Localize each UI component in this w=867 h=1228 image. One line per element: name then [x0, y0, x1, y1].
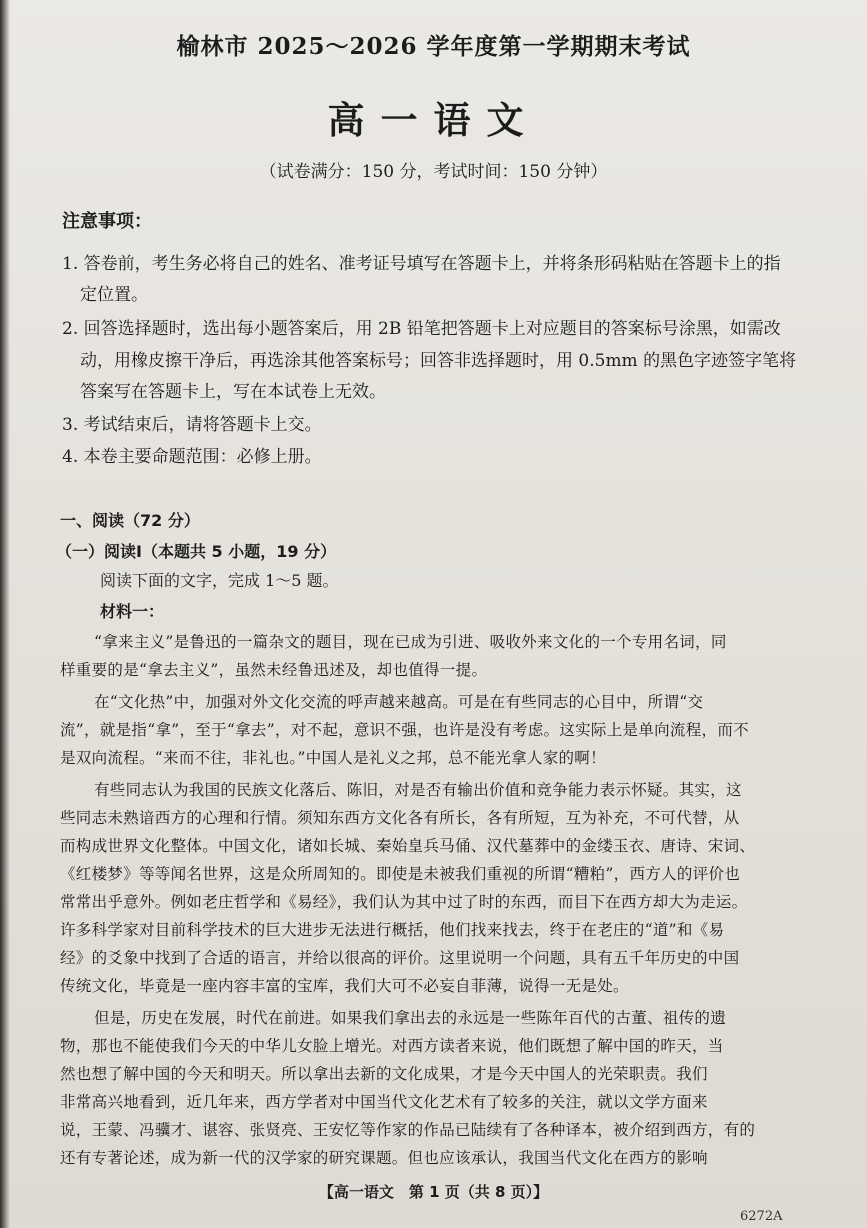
notice-line: 答案写在答题卡上，写在本试卷上无效。 — [80, 382, 386, 402]
passage-line: 说，王蒙、冯骥才、谌容、张贤亮、王安忆等作家的作品已陆续有了各种译本，被介绍到西方，有的 — [60, 1121, 756, 1139]
page-edge-shadow — [0, 0, 10, 1228]
passage-line: 而构成世界文化整体。中国文化，诸如长城、秦始皇兵马俑、汉代墓葬中的金缕玉衣、唐诗、宋词、 — [60, 837, 756, 855]
passage-line: 然也想了解中国的今天和明天。所以拿出去新的文化成果，才是今天中国人的光荣职责。我们 — [60, 1065, 708, 1083]
paper-code: 6272A — [740, 1209, 783, 1224]
passage-line: 流”，就是指“拿”，至于“拿去”，对不起，意识不强，也许是没有考虑。这实际上是单向流程，而不 — [60, 721, 749, 739]
passage-line: 传统文化，毕竟是一座内容丰富的宝库，我们大可不必妄自菲薄，说得一无是处。 — [60, 977, 629, 995]
passage-line: 有些同志认为我国的民族文化落后、陈旧，对是否有输出价值和竞争能力表示怀疑。其实，这 — [94, 781, 742, 799]
material-label: 材料一： — [100, 602, 165, 621]
passage-line: 经》的爻象中找到了合适的语言，并给以很高的评价。这里说明一个问题，具有五千年历史的中国 — [60, 949, 740, 967]
passage-line: 非常高兴地看到，近几年来，西方学者对中国当代文化艺术有了较多的关注，就以文学方面来 — [60, 1093, 708, 1111]
notice-line: 3. 考试结束后，请将答题卡上交。 — [62, 415, 322, 435]
notice-line: 4. 本卷主要命题范围：必修上册。 — [62, 447, 322, 467]
subsection-title: （一）阅读Ⅰ（本题共 5 小题，19 分） — [56, 542, 337, 561]
notice-line: 2. 回答选择题时，选出每小题答案后，用 2B 铅笔把答题卡上对应题目的答案标号涂黑，如需改 — [62, 319, 781, 339]
passage-line: 样重要的是“拿去主义”，虽然未经鲁迅述及，却也值得一提。 — [60, 661, 488, 679]
passage-line: 《红楼梦》等等闻名世界，这是众所周知的。即使是未被我们重视的所谓“糟粕”，西方人的评价也 — [60, 865, 741, 883]
passage-line: 常常出乎意外。例如老庄哲学和《易经》，我们认为其中过了时的东西，而目下在西方却大为走运。 — [60, 893, 748, 911]
notice-heading: 注意事项： — [62, 211, 152, 232]
reading-instruction: 阅读下面的文字，完成 1～5 题。 — [100, 571, 339, 590]
passage-line: “拿来主义”是鲁迅的一篇杂文的题目，现在已成为引进、吸收外来文化的一个专用名词，同 — [94, 633, 727, 651]
passage-line: 但是，历史在发展，时代在前进。如果我们拿出去的永远是一些陈年百代的古董、祖传的遗 — [94, 1009, 727, 1027]
notice-line: 1. 答卷前，考生务必将自己的姓名、准考证号填写在答题卡上，并将条形码粘贴在答题卡上的指 — [62, 254, 781, 274]
passage-line: 是双向流程。“来而不往，非礼也。”中国人是礼义之邦，总不能光拿人家的啊！ — [60, 749, 606, 767]
subject-title: 高一语文 — [327, 99, 540, 142]
notice-line: 定位置。 — [80, 285, 148, 305]
page-footer: 【高一语文 第 1 页（共 8 页）】 — [318, 1183, 549, 1201]
passage-line: 许多科学家对目前科学技术的巨大进步无法进行概括，他们找来找去，终于在老庄的“道”和《易 — [60, 921, 725, 939]
passage-line: 在“文化热”中，加强对外文化交流的呼声越来越高。可是在有些同志的心目中，所谓“交 — [94, 693, 704, 711]
exam-title: 榆林市 2025～2026 学年度第一学期期末考试 — [176, 33, 691, 60]
passage-line: 些同志未熟谙西方的心理和行情。须知东西方文化各有所长，各有所短，互为补充，不可代替，从 — [60, 809, 740, 827]
passage-line: 物，那也不能使我们今天的中华儿女脸上增光。对西方读者来说，他们既想了解中国的昨天，当 — [60, 1037, 724, 1055]
section-title: 一、阅读（72 分） — [60, 511, 200, 530]
notice-line: 动，用橡皮擦干净后，再选涂其他答案标号；回答非选择题时，用 0.5mm 的黑色字迹签字笔将 — [80, 351, 797, 371]
exam-info: （试卷满分：150 分，考试时间：150 分钟） — [259, 162, 608, 182]
passage-line: 还有专著论述，成为新一代的汉学家的研究课题。但也应该承认，我国当代文化在西方的影响 — [60, 1149, 708, 1167]
